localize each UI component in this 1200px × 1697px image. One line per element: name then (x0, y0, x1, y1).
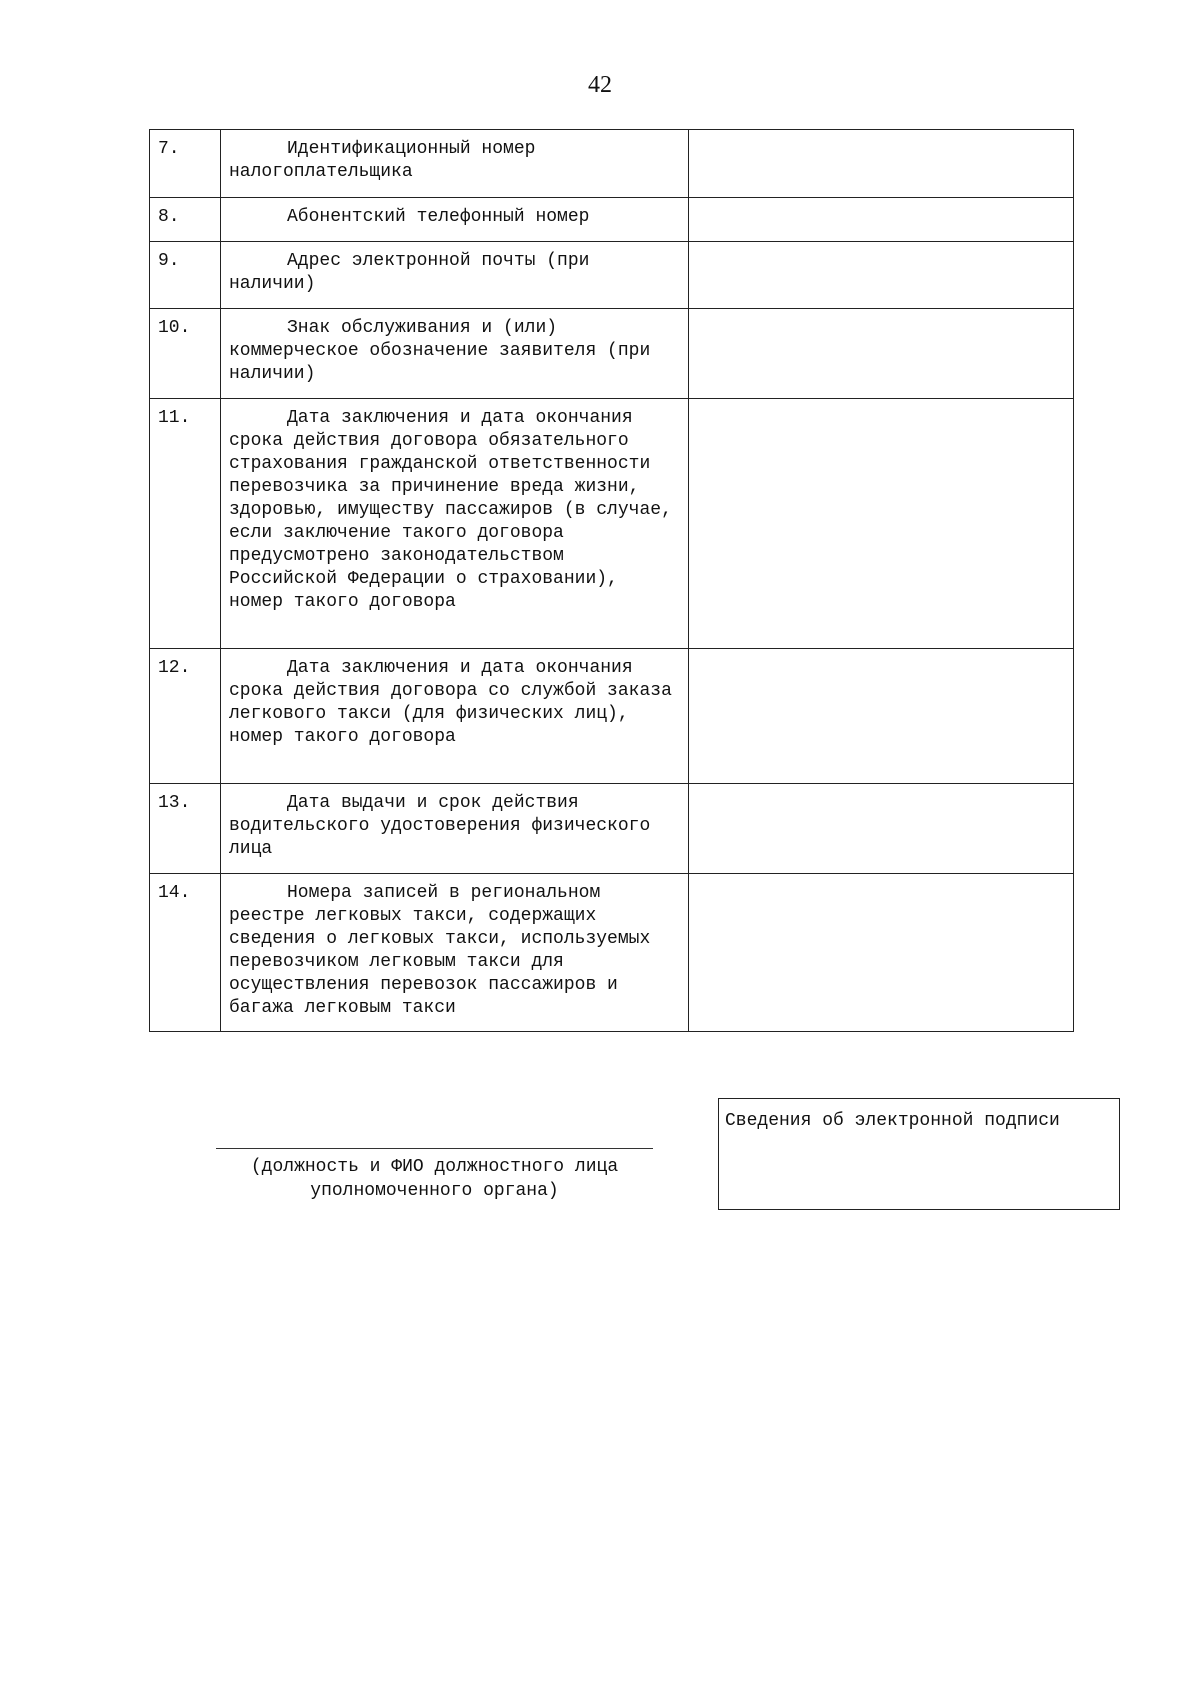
row-label-text: Дата выдачи и срок действия водительского удостоверения физического лица (229, 793, 651, 859)
row-label-text: Идентификационный номер налогоплательщика (229, 139, 536, 182)
row-value (689, 130, 1074, 198)
row-number: 9. (150, 242, 221, 309)
table-row (150, 399, 1074, 649)
row-value (689, 309, 1074, 399)
row-label (221, 784, 689, 874)
electronic-signature-title: Сведения об электронной подписи (725, 1111, 1060, 1131)
table-row (150, 874, 1074, 1032)
row-label (221, 649, 689, 784)
signature-line (216, 1148, 653, 1149)
table-row (150, 242, 1074, 309)
table-row (150, 130, 1074, 198)
row-label (221, 198, 689, 242)
row-label-text: Номера записей в региональном реестре легковых такси, содержащих сведения о легковых такси, используемых перевозчиком легковым такси для осуществления перевозок пассажиров и багажа легковым такси (229, 883, 651, 1018)
row-label-text: Дата заключения и дата окончания срока действия договора обязательного страхования гражданской ответственности перевозчика за причинение вреда жизни, здоровью, имуществу пассажиров (в случае, если заключение такого договора предусмотрено законодательством Российской Федерации о страховании), номер такого договора (229, 408, 672, 612)
row-number: 8. (150, 198, 221, 242)
table-row (150, 309, 1074, 399)
application-details-table (149, 129, 1074, 1032)
row-value (689, 874, 1074, 1032)
row-label (221, 309, 689, 399)
row-number: 10. (150, 309, 221, 399)
row-label-text: Абонентский телефонный номер (287, 207, 590, 227)
row-label-text: Адрес электронной почты (при наличии) (229, 251, 590, 294)
page-number: 42 (588, 72, 612, 98)
row-value (689, 399, 1074, 649)
row-label-text: Знак обслуживания и (или) коммерческое обозначение заявителя (при наличии) (229, 318, 651, 384)
row-value (689, 649, 1074, 784)
table-row (150, 198, 1074, 242)
signature-caption: (должность и ФИО должностного лица уполномоченного органа) (250, 1157, 619, 1201)
row-value (689, 242, 1074, 309)
row-label (221, 242, 689, 309)
row-label-text: Дата заключения и дата окончания срока действия договора со службой заказа легкового такси (для физических лиц), номер такого договора (229, 658, 672, 747)
table-row (150, 649, 1074, 784)
electronic-signature-box (718, 1098, 1120, 1210)
row-label (221, 399, 689, 649)
row-value (689, 198, 1074, 242)
row-number: 11. (150, 399, 221, 649)
row-value (689, 784, 1074, 874)
row-number: 7. (150, 130, 221, 198)
row-number: 12. (150, 649, 221, 784)
row-label (221, 130, 689, 198)
row-number: 13. (150, 784, 221, 874)
table-row (150, 784, 1074, 874)
row-label (221, 874, 689, 1032)
row-number: 14. (150, 874, 221, 1032)
